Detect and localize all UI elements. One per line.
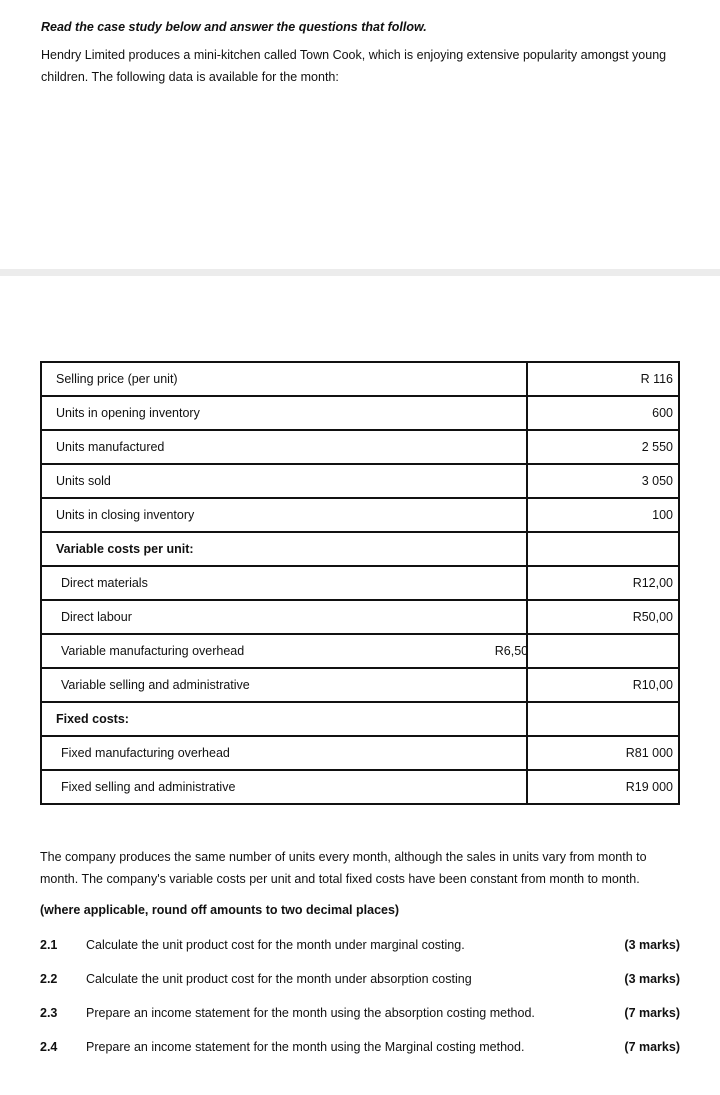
question-item — [40, 972, 680, 992]
section-heading-fixed-costs: Fixed costs: — [41, 702, 527, 736]
row-label: Units in opening inventory — [41, 396, 527, 430]
question-number: 2.3 — [40, 1006, 58, 1020]
intro-paragraph: Hendry Limited produces a mini-kitchen called Town Cook, which is enjoying extensive popularity amongst young children. The following data is available for the month: — [41, 48, 667, 84]
row-value: 3 050 — [527, 464, 679, 498]
row-label: Selling price (per unit) — [41, 362, 527, 396]
row-label: Direct materials — [41, 566, 527, 600]
page-separator — [0, 269, 720, 276]
row-value: R50,00 — [527, 600, 679, 634]
question-number: 2.2 — [40, 972, 58, 986]
table-row — [41, 464, 679, 498]
question-item — [40, 938, 680, 958]
table-row — [41, 702, 679, 736]
question-marks: (3 marks) — [624, 972, 680, 986]
question-item — [40, 1006, 680, 1026]
row-value: R 116 — [527, 362, 679, 396]
rounding-instruction: (where applicable, round off amounts to two decimal places) — [40, 903, 400, 917]
row-value — [527, 702, 679, 736]
row-value: R19 000 — [527, 770, 679, 804]
table-row — [41, 566, 679, 600]
table-row — [41, 498, 679, 532]
row-value-misaligned: R6,50 — [494, 644, 529, 658]
question-text: Calculate the unit product cost for the month under absorption costing — [86, 972, 472, 986]
table-row — [41, 396, 679, 430]
row-label: Variable selling and administrative — [41, 668, 527, 702]
row-label: Units in closing inventory — [41, 498, 527, 532]
table-row — [41, 668, 679, 702]
table-row — [41, 532, 679, 566]
row-value: 100 — [527, 498, 679, 532]
question-marks: (7 marks) — [624, 1006, 680, 1020]
question-marks: (3 marks) — [624, 938, 680, 952]
row-label: Units sold — [41, 464, 527, 498]
row-label: Fixed selling and administrative — [41, 770, 527, 804]
table-row — [41, 362, 679, 396]
question-item — [40, 1040, 680, 1060]
table-row — [41, 634, 679, 668]
table-row — [41, 600, 679, 634]
question-text: Prepare an income statement for the month using the absorption costing method. — [86, 1006, 535, 1020]
row-label: Variable manufacturing overhead — [61, 644, 245, 658]
question-marks: (7 marks) — [624, 1040, 680, 1054]
table-row — [41, 770, 679, 804]
section-heading-variable-costs: Variable costs per unit: — [41, 532, 527, 566]
question-number: 2.4 — [40, 1040, 58, 1054]
question-text: Calculate the unit product cost for the month under marginal costing. — [86, 938, 465, 952]
row-label-cell — [41, 634, 527, 668]
row-value: R81 000 — [527, 736, 679, 770]
case-study-heading: Read the case study below and answer the questions that follow. — [41, 20, 427, 34]
row-label: Direct labour — [41, 600, 527, 634]
row-label: Units manufactured — [41, 430, 527, 464]
cost-data-table — [40, 361, 680, 805]
row-value: 600 — [527, 396, 679, 430]
question-text: Prepare an income statement for the month using the Marginal costing method. — [86, 1040, 525, 1054]
row-value: R12,00 — [527, 566, 679, 600]
row-label: Fixed manufacturing overhead — [41, 736, 527, 770]
table-row — [41, 736, 679, 770]
row-value — [527, 532, 679, 566]
row-value: R10,00 — [527, 668, 679, 702]
row-value-empty — [527, 634, 679, 668]
context-paragraph: The company produces the same number of units every month, although the sales in units vary from month to month. The company's variable costs per unit and total fixed costs have been constant from month to month. — [40, 850, 647, 886]
table-row — [41, 430, 679, 464]
row-value: 2 550 — [527, 430, 679, 464]
question-number: 2.1 — [40, 938, 58, 952]
